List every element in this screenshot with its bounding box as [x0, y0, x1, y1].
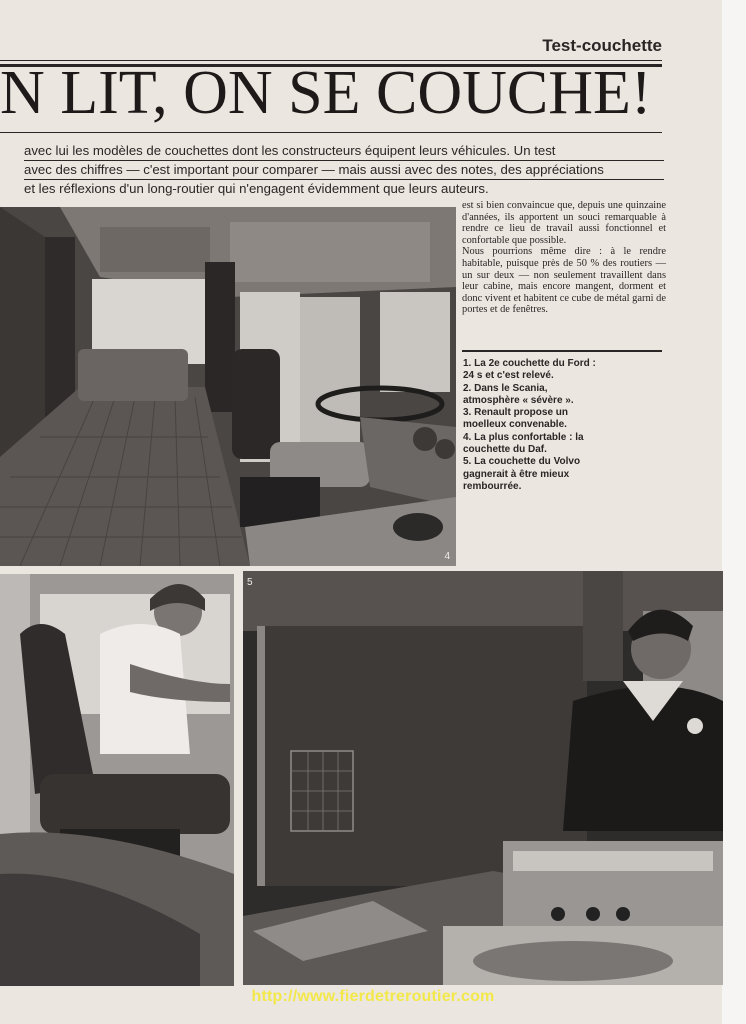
headline-rule: [0, 132, 662, 133]
section-tag: Test-couchette: [542, 36, 662, 55]
caption-line: 4. La plus confortable : la: [463, 431, 584, 443]
photo-driver-seat: [0, 574, 234, 986]
caption-line: 2. Dans le Scania,: [463, 382, 548, 394]
body-paragraph: Nous pourrions même dire : à le rendre habitable, puisque près de 50 % des routiers — un sur deux — non seulement travaillent dans leur cabine, mais encore mangent, dorment et donc vivent et habitent ce cube de métal garni de portes et de fenêtres.: [462, 246, 666, 316]
caption-line: 5. La couchette du Volvo: [463, 456, 581, 468]
photo-number: 5: [247, 577, 253, 588]
page-margin: [722, 0, 746, 1024]
caption-line: 3. Renault propose un: [463, 407, 569, 419]
caption-line: rembourrée.: [463, 480, 522, 492]
caption-rule: [462, 350, 662, 352]
caption-line: 1. La 2e couchette du Ford :: [463, 358, 596, 369]
intro-line: et les réflexions d'un long-routier qui n'engagent évidemment que leurs auteurs.: [24, 181, 489, 196]
caption-line: couchette du Daf.: [463, 444, 547, 456]
photo-volvo-couchette: [243, 571, 723, 985]
page-headline: N LIT, ON SE COUCHE!: [0, 62, 652, 124]
body-paragraph: est si bien convaincue que, depuis une quinzaine d'années, ils apportent un souci remarquable à rendre ce lieu de travail aussi fonctionnel et confortable que possible.: [462, 200, 666, 246]
caption-line: atmosphère « sévère ».: [463, 394, 574, 406]
photo-captions: [463, 358, 663, 493]
driver-illustration: [0, 574, 234, 986]
article-body: [462, 200, 666, 316]
intro-line: avec lui les modèles de couchettes dont les constructeurs équipent leurs véhicules. Un test: [24, 142, 664, 161]
cab-interior-illustration: [0, 207, 456, 566]
caption-line: 24 s et c'est relevé.: [463, 370, 554, 382]
source-watermark: http://www.fierdetreroutier.com: [251, 988, 495, 1005]
intro-paragraph: [24, 142, 664, 198]
header-rule-top: [0, 60, 662, 61]
intro-line: avec des chiffres — c'est important pour comparer — mais aussi avec des notes, des appréciations: [24, 161, 664, 180]
photo-number: 4: [444, 551, 450, 562]
caption-line: gagnerait à être mieux: [463, 468, 570, 480]
caption-line: moelleux convenable.: [463, 419, 567, 431]
photo-daf-couchette: [0, 207, 456, 566]
volvo-cab-illustration: [243, 571, 723, 985]
